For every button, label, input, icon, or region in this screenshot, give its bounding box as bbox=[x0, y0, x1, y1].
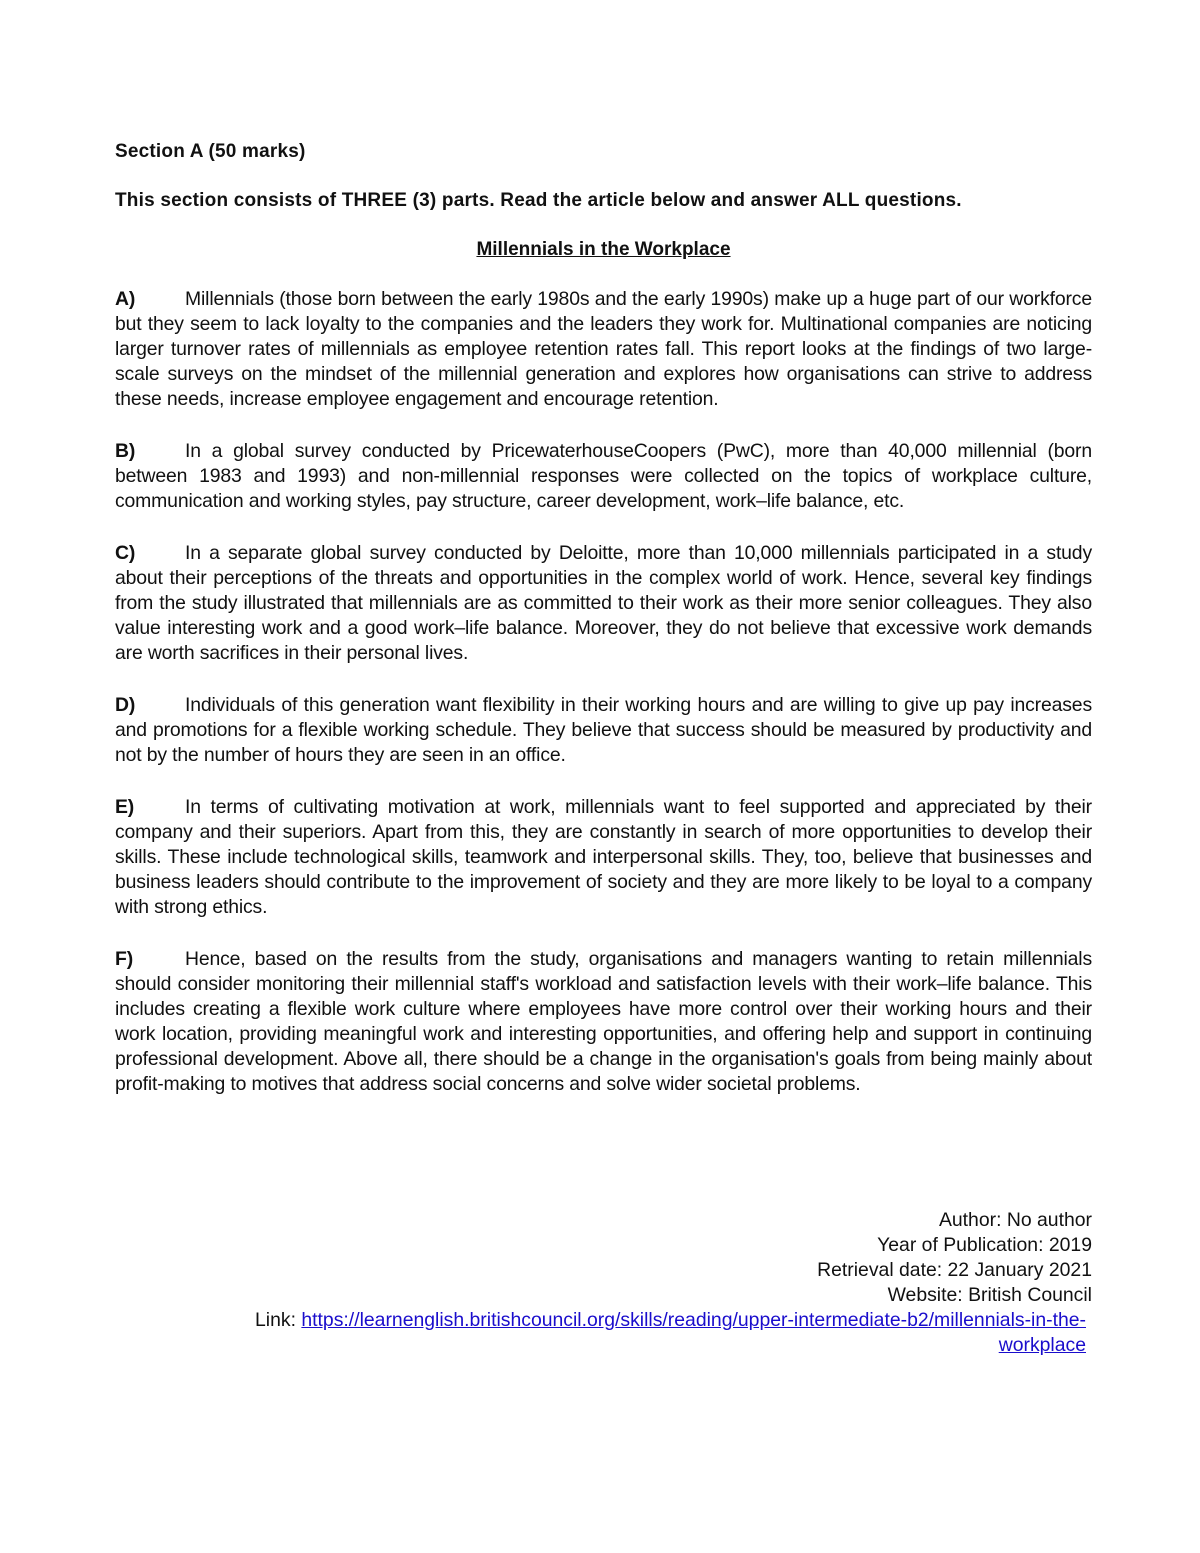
paragraph-b bbox=[115, 439, 1092, 514]
citation-link-text-line1[interactable]: https://learnenglish.britishcouncil.org/skills/reading/upper-intermediate-b2/millennials-in-the- bbox=[301, 1309, 1086, 1331]
citation-link-row bbox=[132, 1308, 1092, 1358]
citation-link[interactable] bbox=[301, 1309, 1086, 1356]
paragraph-e bbox=[115, 795, 1092, 920]
paragraph-label: F) bbox=[115, 948, 134, 970]
section-title: Section A (50 marks) bbox=[115, 141, 306, 162]
paragraph-label: B) bbox=[115, 440, 136, 462]
paragraph-text: Hence, based on the results from the study, organisations and managers wanting to retain millennials should consider monitoring their millennial staff's workload and satisfaction levels with their work–life balance. This includes creating a flexible work culture where employees have more control over their working hours and their work location, providing meaningful work and interesting opportunities, and offering help and support in continuing professional development. Above all, there should be a change in the organisation's goals from being mainly about profit-making to motives that address social concerns and solve wider societal problems. bbox=[115, 948, 1092, 1095]
citation-block bbox=[132, 1208, 1092, 1358]
document-page bbox=[115, 140, 1092, 1124]
paragraph-label: C) bbox=[115, 542, 136, 564]
citation-author: Author: No author bbox=[938, 1209, 1092, 1231]
paragraph-d bbox=[115, 693, 1092, 768]
paragraph-text: Individuals of this generation want flexibility in their working hours and are willing to give up pay increases and promotions for a flexible working schedule. They believe that success should be measured by productivity and not by the number of hours they are seen in an office. bbox=[115, 694, 1092, 766]
paragraph-c bbox=[115, 541, 1092, 666]
paragraph-label: A) bbox=[115, 288, 136, 310]
citation-link-text-line2[interactable]: workplace bbox=[998, 1334, 1086, 1356]
paragraph-label: E) bbox=[115, 796, 135, 818]
paragraph-f bbox=[115, 947, 1092, 1097]
article-title: Millennials in the Workplace bbox=[476, 239, 731, 260]
citation-year: Year of Publication: 2019 bbox=[877, 1234, 1092, 1256]
citation-link-label: Link: bbox=[255, 1309, 302, 1331]
paragraph-a bbox=[115, 287, 1092, 412]
paragraph-text: In terms of cultivating motivation at work, millennials want to feel supported and appreciated by their company and their superiors. Apart from this, they are constantly in search of more opportunities to develop their skills. These include technological skills, teamwork and interpersonal skills. They, too, believe that businesses and business leaders should contribute to the improvement of society and they are more likely to be loyal to a company with strong ethics. bbox=[115, 796, 1092, 918]
citation-retrieval-date: Retrieval date: 22 January 2021 bbox=[817, 1259, 1092, 1281]
citation-website: Website: British Council bbox=[887, 1284, 1092, 1306]
paragraph-text: In a separate global survey conducted by Deloitte, more than 10,000 millennials participated in a study about their perceptions of the threats and opportunities in the complex world of work. Hence, several key findings from the study illustrated that millennials are as committed to their work as their more senior colleagues. They also value interesting work and a good work–life balance. Moreover, they do not believe that excessive work demands are worth sacrifices in their personal lives. bbox=[115, 542, 1092, 664]
paragraph-text: In a global survey conducted by PricewaterhouseCoopers (PwC), more than 40,000 millennial (born between 1983 and 1993) and non-millennial responses were collected on the topics of workplace culture, communication and working styles, pay structure, career development, work–life balance, etc. bbox=[115, 440, 1092, 512]
paragraph-label: D) bbox=[115, 694, 136, 716]
instructions: This section consists of THREE (3) parts. Read the article below and answer ALL questions. bbox=[115, 190, 962, 211]
paragraph-text: Millennials (those born between the early 1980s and the early 1990s) make up a huge part of our workforce but they seem to lack loyalty to the companies and the leaders they work for. Multinational companies are noticing larger turnover rates of millennials as employee retention rates fall. This report looks at the findings of two large-scale surveys on the mindset of the millennial generation and explores how organisations can strive to address these needs, increase employee engagement and encourage retention. bbox=[115, 288, 1092, 410]
